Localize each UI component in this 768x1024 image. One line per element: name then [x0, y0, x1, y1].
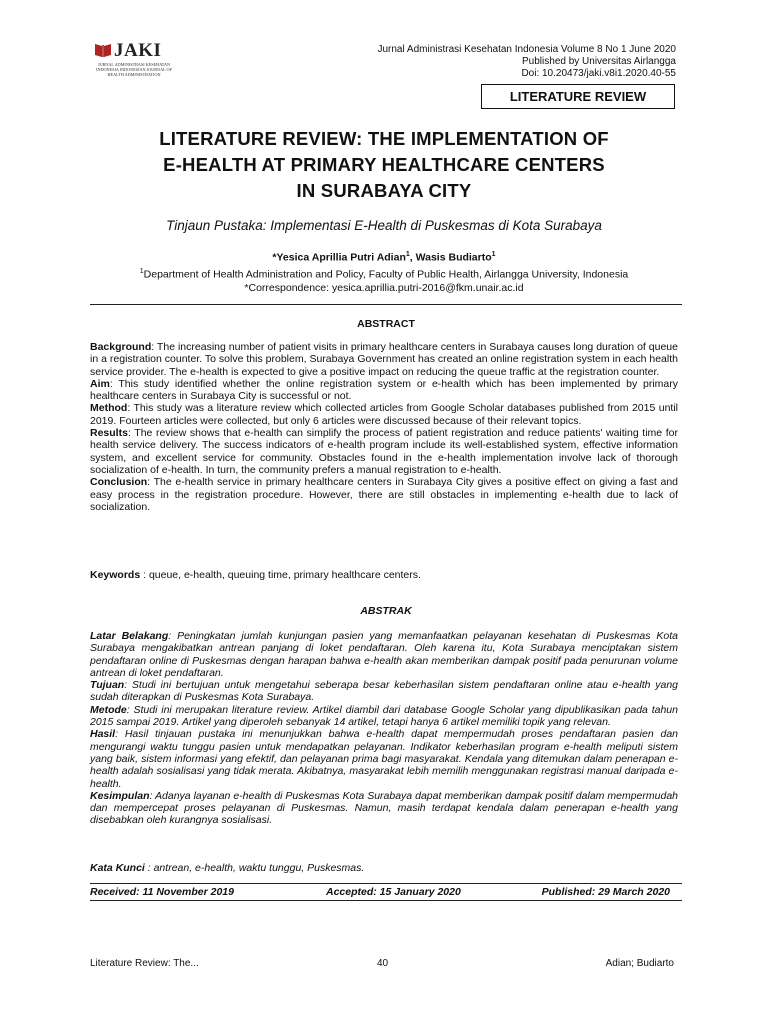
abstrak-body [90, 630, 678, 827]
logo-subtitle: JURNAL ADMINISTRASI KESEHATAN INDONESIA INDONESIAN JOURNAL OF HEALTH ADMINISTRATION [96, 62, 172, 77]
conclusion-label: Conclusion [90, 476, 148, 489]
affiliation-dept: Department of Health Administration and Policy, Faculty of Public Health, Airlangga University, Indonesia [143, 268, 629, 281]
book-icon [94, 42, 112, 58]
footer-page-number: 40 [377, 958, 389, 969]
affiliation-block [80, 265, 688, 295]
conclusion-text: : The e-health service in primary healthcare centers in Surabaya City gives a positive effect on giving a fast and easy process in the registration procedure. However, there are still obstacles in implementing e-health due to lack of socialization. [90, 476, 678, 513]
article-subtitle: Tinjaun Pustaka: Implementasi E-Health di Puskesmas di Kota Surabaya [166, 218, 602, 233]
keywords [90, 569, 678, 581]
author-line [80, 251, 688, 264]
footer-authors: Adian; Budiarto [605, 958, 674, 969]
abstrak-hasil [90, 728, 678, 789]
kata-kunci [90, 862, 678, 874]
journal-logo [94, 40, 174, 90]
background-label: Background [90, 341, 152, 353]
author-2: Wasis Budiarto [415, 251, 492, 264]
abstract-body [90, 341, 678, 513]
footer-running-title: Literature Review: The... [90, 958, 199, 969]
abstract-background [90, 341, 678, 378]
author-2-affil: 1 [491, 251, 496, 258]
latar-text: : Peningkatan jumlah kunjungan pasien yang memanfaatkan pelayanan kesehatan di Puskesmas Kota Surabaya mengakibatkan antrean panjang di loket pendaftaran. Oleh karena itu, Kota Surabaya menciptakan sistem pendaftaran online di Puskesmas dengan harapan bahwa e-health akan memberikan dampak positif pada penurunan volume antrean di loket pendaftaran. [90, 630, 678, 679]
kesimpulan-text: : Adanya layanan e-health di Puskesmas Kota Surabaya dapat memberikan dampak positif dalam mempermudah dan mempercepat proses pelayanan di Puskesmas. Namun, masih terdapat kendala dalam penerapan e-health yang disebabkan oleh kurangnya sosialisasi. [90, 789, 678, 827]
affiliation [80, 265, 688, 282]
received-date: Received: 11 November 2019 [90, 886, 234, 898]
abstract-aim [90, 378, 678, 403]
metode-text: : Studi ini merupakan literature review. Artikel diambil dari database Google Scholar yang dipublikasikan pada tahun 2015 sampai 2019. Artikel yang diperoleh sebanyak 14 artikel, tetapi hanya 6 artikel memiliki topik yang relevan. [90, 703, 678, 729]
results-label: Results [90, 427, 128, 440]
title-line-2: E-HEALTH AT PRIMARY HEALTHCARE CENTERS [163, 154, 605, 175]
abstract-heading: ABSTRACT [357, 318, 415, 330]
doi-info: Doi: 10.20473/jaki.v8i1.2020.40-55 [521, 68, 676, 79]
aim-label: Aim [90, 377, 110, 390]
divider-dates-top [90, 883, 682, 884]
title-line-3: IN SURABAYA CITY [296, 180, 472, 201]
method-label: Method [90, 402, 128, 415]
title-line-1: LITERATURE REVIEW: THE IMPLEMENTATION OF [159, 128, 609, 149]
aim-text: : This study identified whether the online registration system or e-health which has been implemented by primary healthcare centers in Surabaya City is successful or not. [90, 377, 678, 403]
abstrak-metode [90, 704, 678, 729]
article-type-badge: LITERATURE REVIEW [481, 84, 675, 109]
publisher-info: Published by Universitas Airlangga [522, 56, 676, 67]
abstract-results [90, 427, 678, 476]
keywords-text: : queue, e-health, queuing time, primary healthcare centers. [140, 569, 421, 581]
affiliation-number: 1 [139, 268, 144, 275]
author-separator: , [409, 251, 416, 264]
article-title [80, 126, 688, 204]
kesimpulan-label: Kesimpulan [90, 789, 150, 802]
tujuan-text: : Studi ini bertujuan untuk mengetahui seberapa besar keberhasilan sistem pendaftaran online atau e-health yang sudah diterapkan di Puskesmas Kota Surabaya. [90, 679, 678, 704]
tujuan-label: Tujuan [90, 679, 125, 692]
kata-kunci-text: : antrean, e-health, waktu tunggu, Puskesmas. [144, 862, 365, 874]
kata-kunci-label: Kata Kunci [90, 862, 145, 874]
divider-top [90, 304, 682, 305]
latar-label: Latar Belakang [90, 630, 169, 642]
author-1: *Yesica Aprillia Putri Adian [272, 251, 406, 264]
journal-info: Jurnal Administrasi Kesehatan Indonesia Volume 8 No 1 June 2020 [377, 44, 676, 55]
method-text: : This study was a literature review which collected articles from Google Scholar databases published from 2015 until 2019. Fourteen articles were collected, but only 6 articles were discussed because of their relevant topics. [90, 402, 678, 427]
correspondence: *Correspondence: yesica.aprillia.putri-2016@fkm.unair.ac.id [244, 281, 524, 294]
author-1-affil: 1 [405, 251, 410, 258]
published-date: Published: 29 March 2020 [541, 886, 670, 898]
abstrak-latar [90, 630, 678, 679]
abstrak-kesimpulan [90, 790, 678, 827]
hasil-label: Hasil [90, 728, 116, 741]
accepted-date: Accepted: 15 January 2020 [326, 886, 461, 898]
keywords-label: Keywords [90, 569, 141, 581]
divider-dates-bottom [90, 900, 682, 901]
background-text: : The increasing number of patient visits in primary healthcare centers in Surabaya causes long duration of queue in a registration counter. To solve this problem, Surabaya Government has created an online registration system in each health service provider. The e-health is expected to give a positive impact on reducing the queue traffic at the registration counter. [90, 341, 678, 378]
hasil-text: : Hasil tinjauan pustaka ini menunjukkan bahwa e-health dapat mempermudah proses pendaftaran pasien dan mengurangi waktu tunggu pasien untuk mendapatkan pelayanan. Indikator keberhasilan program e-health meliputi sistem yang baik, sistem informasi yang efektif, dan pelayanan prima bagi masyarakat. Kendala yang ditemukan dalam penerapan e-health adalah sosialisasi yang tidak merata. Akibatnya, masyarakat lebih memilih menggunakan registrasi manual daripada e-health. [90, 728, 678, 790]
journal-header [377, 44, 676, 80]
abstract-method [90, 402, 678, 427]
logo-wordmark: JAKI [114, 40, 162, 61]
abstrak-tujuan [90, 679, 678, 704]
abstract-conclusion [90, 476, 678, 513]
abstrak-heading: ABSTRAK [360, 605, 412, 617]
metode-label: Metode [90, 703, 127, 716]
results-text: : The review shows that e-health can simplify the process of patient registration and reduce patients' waiting time for health service delivery. The success indicators of e-health program include its well-established system, effective information system, and excellent service for community. Obstacles found in the e-health implementation involve lack of thorough socialization of e-health. In turn, the community prefers a manual registration to e-health. [90, 427, 678, 476]
